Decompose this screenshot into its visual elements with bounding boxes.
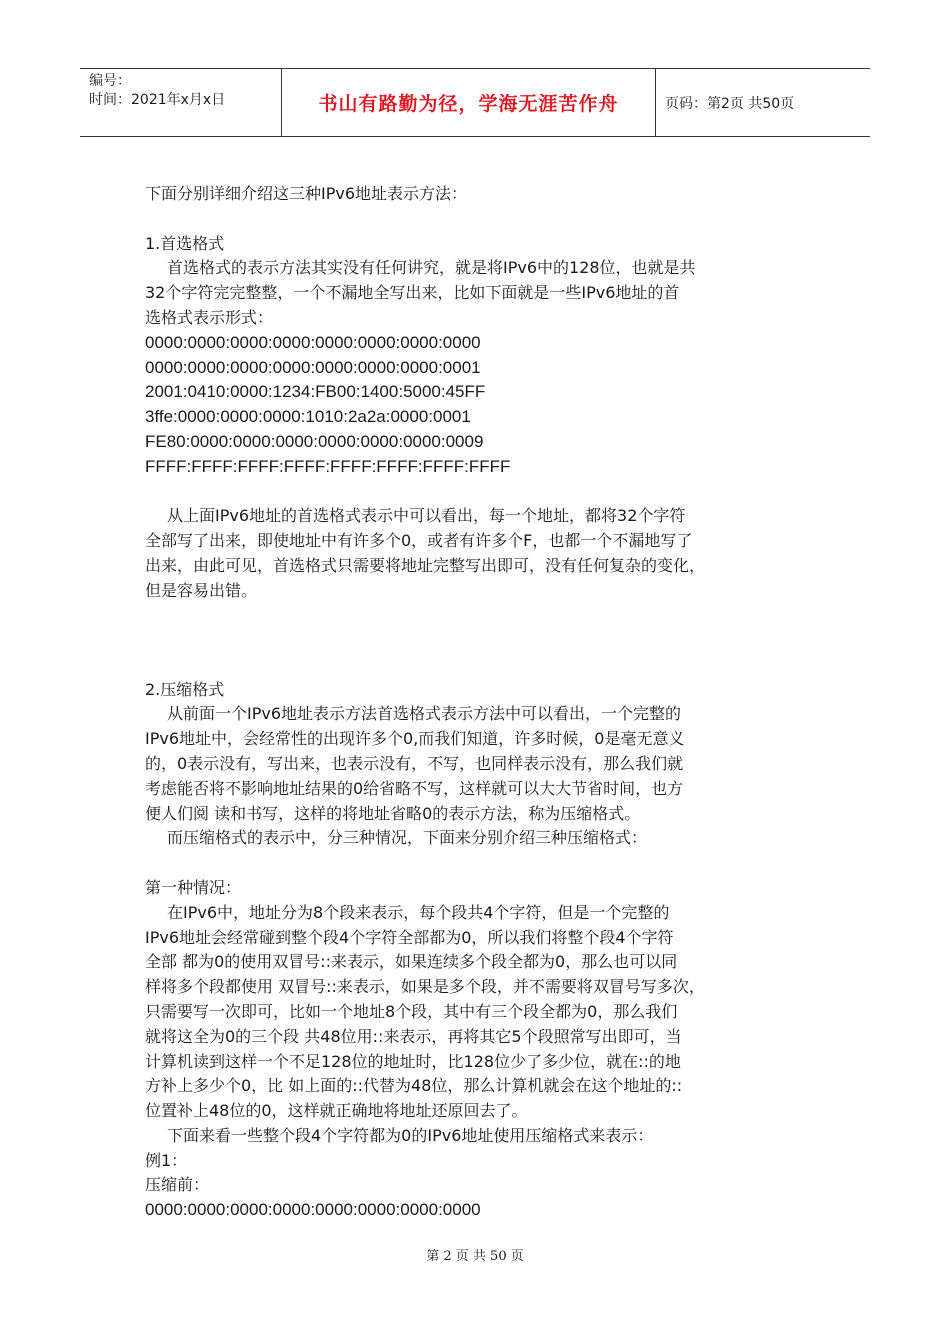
paragraph-line: 选格式表示形式： <box>145 307 274 327</box>
paragraph-line: 的，0表示没有，写出来，也表示没有，不写，也同样表示没有，那么我们就 <box>145 753 684 773</box>
header-motto-cell <box>282 69 656 136</box>
paragraph-line: 但是容易出错。 <box>145 580 258 600</box>
number-label: 编号： <box>89 73 131 89</box>
paragraph-line: IPv6地址会经常碰到整个段4个字符全部都为0，所以我们将整个段4个字符 <box>145 927 674 947</box>
ipv6-address: 0000:0000:0000:0000:0000:0000:0000:0000 <box>145 1200 481 1220</box>
header-page-info-cell <box>656 69 870 136</box>
paragraph-line: 样将多个段都使用 双冒号::来表示，如果是多个段，并不需要将双冒号写多次， <box>145 977 705 997</box>
header-meta <box>80 69 282 136</box>
ipv6-address: FFFF:FFFF:FFFF:FFFF:FFFF:FFFF:FFFF:FFFF <box>145 456 511 476</box>
date-line: 时间：2021年x月x日 <box>89 92 226 108</box>
paragraph-line: 就将这全为0的三个段 共48位用::来表示，再将其它5个段照常写出即可，当 <box>145 1026 682 1046</box>
ipv6-address: 2001:0410:0000:1234:FB00:1400:5000:45FF <box>145 382 486 402</box>
case-1-title: 第一种情况： <box>145 877 242 897</box>
spacer <box>145 851 810 876</box>
section-1-title: 1.首选格式 <box>145 233 225 253</box>
page-header <box>80 68 870 137</box>
paragraph-line: 只需要写一次即可，比如一个地址8个段，其中有三个段全都为0，那么我们 <box>145 1001 678 1021</box>
paragraph-line: 位置补上48位的0，这样就正确地将地址还原回去了。 <box>145 1101 528 1121</box>
paragraph-line: 从前面一个IPv6地址表示方法首选格式表示方法中可以看出，一个完整的 <box>167 704 682 724</box>
paragraph-line: 计算机读到这样一个不足128位的地址时，比128位少了多少位，就在::的地 <box>145 1051 681 1071</box>
before-label: 压缩前： <box>145 1175 210 1195</box>
motto: 书山有路勤为径，学海无涯苦作舟 <box>318 93 619 115</box>
page-footer: 第 2 页 共 50 页 <box>426 1249 524 1264</box>
paragraph-line: 考虑能否将不影响地址结果的0给省略不写，这样就可以大大节省时间，也方 <box>145 778 684 798</box>
ipv6-address: 0000:0000:0000:0000:0000:0000:0000:0000 <box>145 332 481 352</box>
paragraph-line: 而压缩格式的表示中，分三种情况，下面来分别介绍三种压缩格式： <box>167 828 648 848</box>
document-body <box>145 182 810 1223</box>
paragraph-line: 32个字符完完整整，一个不漏地全写出来，比如下面就是一些IPv6地址的首 <box>145 283 680 303</box>
paragraph-line: 首选格式的表示方法其实没有任何讲究，就是将IPv6中的128位，也就是共 <box>167 258 696 278</box>
ipv6-address: 0000:0000:0000:0000:0000:0000:0000:0001 <box>145 357 481 377</box>
paragraph-line: 全部写了出来，即使地址中有许多个0，或者有许多个F，也都一个不漏地写了 <box>145 531 693 551</box>
example-label: 例1： <box>145 1150 188 1170</box>
paragraph-line: 下面来看一些整个段4个字符都为0的IPv6地址使用压缩格式来表示： <box>167 1125 654 1145</box>
paragraph-line: 从上面IPv6地址的首选格式表示中可以看出，每一个地址，都将32个字符 <box>167 506 686 526</box>
ipv6-address: 3ffe:0000:0000:0000:1010:2a2a:0000:0001 <box>145 407 471 427</box>
paragraph-line: 方补上多少个0，比 如上面的::代替为48位，那么计算机就会在这个地址的:: <box>145 1076 683 1096</box>
paragraph-line: 出来，由此可见，首选格式只需要将地址完整写出即可，没有任何复杂的变化， <box>145 555 706 575</box>
paragraph-line: 全部 都为0的使用双冒号::来表示，如果连续多个段全都为0，那么也可以同 <box>145 952 678 972</box>
page-info: 页码：第2页 共50页 <box>665 95 795 112</box>
paragraph-line: IPv6地址中，会经常性的出现许多个0,而我们知道，许多时候，0是毫无意义 <box>145 729 685 749</box>
section-2-title: 2.压缩格式 <box>145 679 225 699</box>
spacer <box>145 207 810 232</box>
intro-text: 下面分别详细介绍这三种IPv6地址表示方法： <box>145 184 468 203</box>
paragraph-line: 在IPv6中，地址分为8个段来表示，每个段共4个字符，但是一个完整的 <box>167 902 670 922</box>
spacer <box>145 604 810 678</box>
paragraph-line: 便人们阅 读和书写，这样的将地址省略0的表示方法，称为压缩格式。 <box>145 803 641 823</box>
ipv6-address: FE80:0000:0000:0000:0000:0000:0000:0009 <box>145 431 484 451</box>
spacer <box>145 480 810 505</box>
